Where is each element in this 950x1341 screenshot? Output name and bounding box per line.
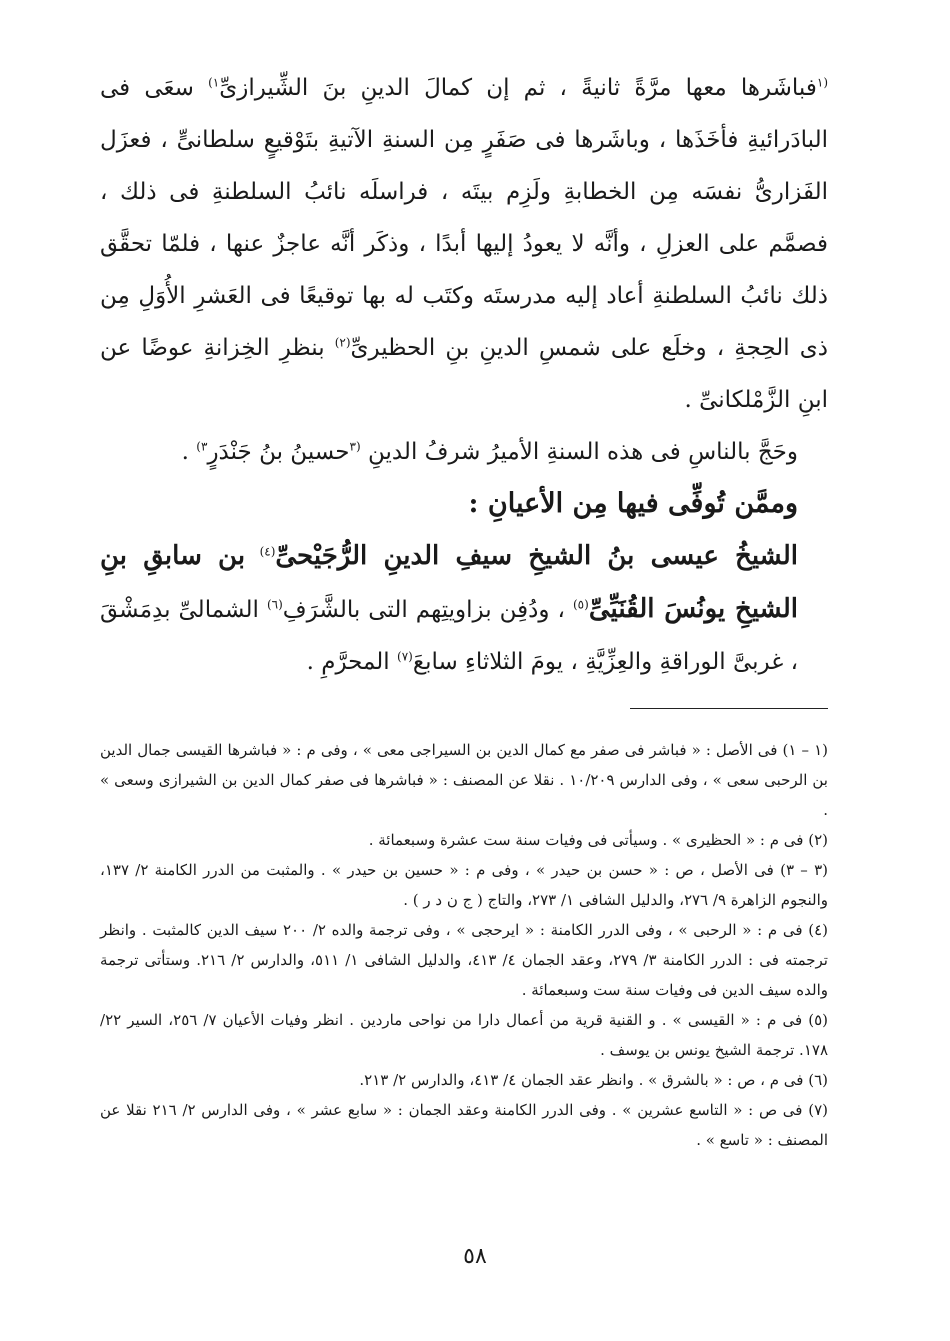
main-text xyxy=(100,62,828,688)
footnote-ref-7[interactable]: (٧) xyxy=(397,649,413,664)
paragraph-1 xyxy=(100,62,828,426)
paragraph-1-text-b: سعَى فى البادَرائيةِ فأخَذَها ، وباشَرها فى صَفَرٍ مِن السنةِ الآتيةِ بتَوْقيعٍ سلطانىٍّ ، فعزَل الفَزارىُّ نفسَه مِن الخطابةِ ولَزِم بيتَه ، فراسلَه نائبُ السلطنةِ فى ذلك ، فصمَّم على العزلِ ، وأنَّه لا يعودُ إليها أبدًا ، وذكَر أنَّه عاجزٌ عنها ، فلمّا تحقَّق ذلك نائبُ السلطنةِ أعاد إليه مدرستَه وكتَب له بها توقيعًا فى العَشرِ الأُوَلِ مِن ذى الحِجةِ ، وخلَع على شمسِ الدينِ بنِ الحظيرىِّ xyxy=(100,75,829,361)
entry-text-a: ، ودُفِن بزاويتِهم التى بالشَّرَفِ xyxy=(282,597,565,623)
paragraph-2-text: وحَجَّ بالناسِ فى هذه السنةِ الأميرُ شرفُ الدينِ xyxy=(367,439,798,465)
paragraph-2-end: . xyxy=(181,439,189,465)
footnote-separator xyxy=(630,708,828,709)
entry-text-b: الشمالىِّ بدِمَشْقَ ، غربىَّ الوراقةِ والعِزِّيَّةِ ، يومَ الثلاثاءِ سابعَ xyxy=(100,597,798,675)
footnote-7: (٧) فى ص : « التاسع عشرين » . وفى الدرر الكامنة وعقد الجمان : « سابع عشر » ، وفى الدارس ٢/ ٢١٦ نقلا عن المصنف : « تاسع » . xyxy=(100,1101,828,1149)
footnote-ref-3-end[interactable]: ٣) xyxy=(196,439,208,454)
page-number: ٥٨ xyxy=(463,1244,487,1269)
paragraph-1-text-c: بنظرِ الخِزانةِ عوضًا عن ابنِ الزَّمْلكانىِّ . xyxy=(100,335,828,413)
entry-name-a: الشيخُ عيسى بنُ الشيخِ سيفِ الدينِ الرُّجَيْحىِّ xyxy=(275,541,799,571)
footnote-ref-4[interactable]: (٤) xyxy=(259,544,276,559)
footnote-ref-5[interactable]: (٥) xyxy=(572,597,589,612)
pilgrimage-leader-name: حسينُ بنُ جَنْدَرٍ xyxy=(207,439,350,465)
paragraph-1-text-a: فباشَرها معها مرَّةً ثانيةً ، ثم إن كمالَ الدينِ بنَ الشِّيرازىِّ xyxy=(219,75,817,101)
footnote-ref-1-start[interactable]: (١ xyxy=(816,75,829,90)
entry-name-b: بن سابقِ بنِ الشيخِ يونُسَ القُنَيِّىِّ xyxy=(100,541,799,624)
footnote-1: (١ – ١) فى الأصل : « فباشر فى صفر مع كمال الدين بن السيراجى معى » ، وفى م : « فباشرها القيسى جمال الدين بن الرحبى سعى » ، وفى الدارس ١٠/٢٠٩ . نقلا عن المصنف : « فباشرها فى صفر كمال الدين بن الشيرازى وسعى » . xyxy=(100,741,828,819)
section-heading: وممَّن تُوفِّى فيها مِن الأعيانِ : xyxy=(468,488,798,519)
paragraph-2 xyxy=(100,426,828,478)
footnote-6: (٦) فى م ، ص : « بالشرق » . وانظر عقد الجمان ٤/ ٤١٣، والدارس ٢/ ٢١٣. xyxy=(359,1071,828,1089)
footnote-ref-2[interactable]: (٢) xyxy=(334,335,351,350)
obituary-entry xyxy=(100,530,828,688)
footnote-5: (٥) فى م : « القيسى » . و القنية قرية من أعمال دارا من نواحى ماردين . انظر وفيات الأعيان ٧/ ٢٥٦، السير ٢٢/ ١٧٨. ترجمة الشيخ يونس بن يوسف . xyxy=(100,1011,828,1059)
footnote-ref-1-end[interactable]: ١) xyxy=(208,75,220,90)
entry-text-c: المحرَّمِ . xyxy=(306,649,390,675)
footnotes xyxy=(100,735,828,1155)
footnote-2: (٢) فى م : « الحظيرى » . وسيأتى فى وفيات سنة ست عشرة وسبعمائة . xyxy=(368,831,828,849)
footnote-ref-6[interactable]: (٦) xyxy=(266,597,283,612)
footnote-4: (٤) فى م : « الرحبى » ، وفى الدرر الكامنة : « ايرحجى » ، وفى ترجمة والده ٢/ ٢٠٠ سيف الدين كالمثبت . وانظر ترجمته فى : الدرر الكامنة ٣/ ٢٧٩، وعقد الجمان ٤/ ٤١٣، والدليل الشافى ١/ ٥١١، والدارس ٢/ ٢١٦. وستأتى ترجمة والده سيف الدين فى وفيات سنة ست وسبعمائة . xyxy=(100,921,828,999)
footnote-3: (٣ – ٣) فى الأصل ، ص : « حسن بن حيدر » ، وفى م : « حسين بن حيدر » . والمثبت من الدرر الكامنة ٢/ ١٣٧، والنجوم الزاهرة ٩/ ٢٧٦، والدليل الشافى ١/ ٢٧٣، والتاج ( ج ن د ر ) . xyxy=(100,861,828,909)
footnote-ref-3-start[interactable]: (٣ xyxy=(349,439,361,454)
